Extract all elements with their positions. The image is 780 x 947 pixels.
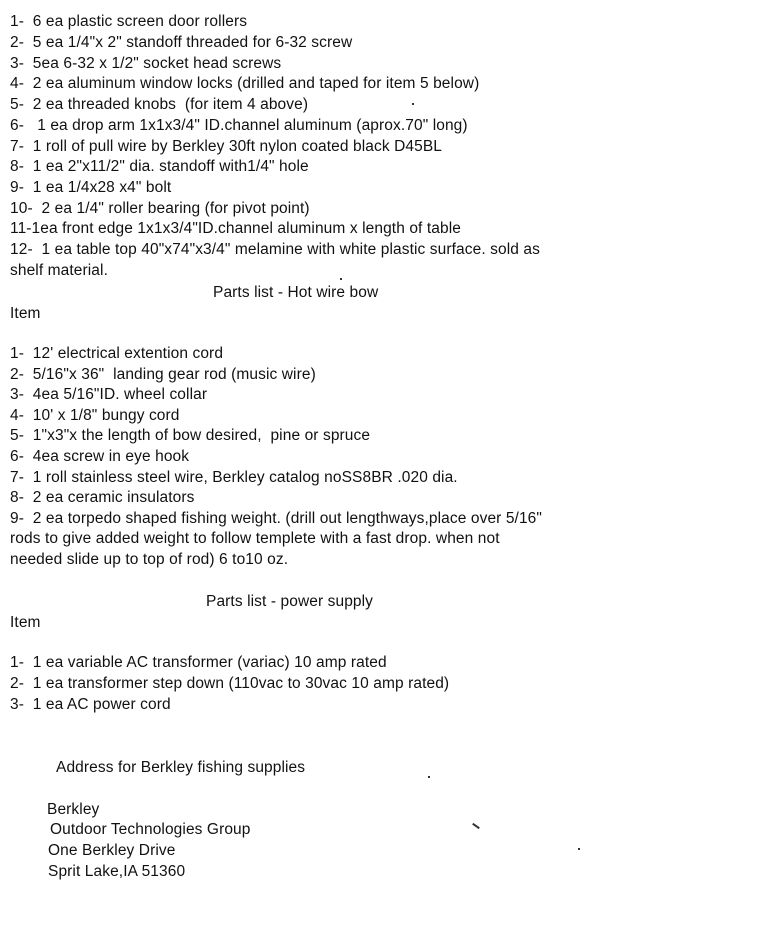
part-line-4: 4- 2 ea aluminum window locks (drilled and taped for item 5 below) bbox=[10, 75, 480, 92]
bow-line-7: 7- 1 roll stainless steel wire, Berkley catalog noSS8BR .020 dia. bbox=[10, 469, 458, 486]
bow-line-4: 4- 10' x 1/8" bungy cord bbox=[10, 407, 180, 424]
bow-line-5: 5- 1"x3"x the length of bow desired, pine or spruce bbox=[10, 427, 371, 444]
part-line-7: 7- 1 roll of pull wire by Berkley 30ft nylon coated black D45BL bbox=[10, 138, 443, 155]
bow-line-9-cont-2: needed slide up to top of rod) 6 to10 oz. bbox=[10, 551, 289, 568]
bow-line-1: 1- 12' electrical extention cord bbox=[10, 345, 224, 362]
part-line-12-cont: shelf material. bbox=[10, 262, 108, 279]
part-line-8: 8- 1 ea 2"x11/2" dia. standoff with1/4" hole bbox=[10, 158, 309, 175]
section-heading-hot-wire-bow: Parts list - Hot wire bow bbox=[213, 284, 379, 301]
bow-line-9-cont-1: rods to give added weight to follow templete with a fast drop. when not bbox=[10, 530, 500, 547]
part-line-12: 12- 1 ea table top 40"x74"x3/4" melamine with white plastic surface. sold as bbox=[10, 241, 540, 258]
power-line-2: 2- 1 ea transformer step down (110vac to 30vac 10 amp rated) bbox=[10, 675, 450, 692]
power-line-3: 3- 1 ea AC power cord bbox=[10, 696, 171, 713]
part-line-10: 10- 2 ea 1/4" roller bearing (for pivot point) bbox=[10, 200, 310, 217]
bow-line-6: 6- 4ea screw in eye hook bbox=[10, 448, 190, 465]
item-column-label: Item bbox=[10, 305, 41, 322]
address-line-1: Berkley bbox=[47, 801, 100, 818]
bow-line-8: 8- 2 ea ceramic insulators bbox=[10, 489, 195, 506]
bow-line-9: 9- 2 ea torpedo shaped fishing weight. (drill out lengthways,place over 5/16" bbox=[10, 510, 543, 527]
address-heading: Address for Berkley fishing supplies bbox=[56, 759, 306, 776]
part-line-1: 1- 6 ea plastic screen door rollers bbox=[10, 13, 248, 30]
part-line-6: 6- 1 ea drop arm 1x1x3/4" ID.channel aluminum (aprox.70" long) bbox=[10, 117, 468, 134]
part-line-5: 5- 2 ea threaded knobs (for item 4 above) bbox=[10, 96, 309, 113]
scan-speck bbox=[340, 278, 342, 280]
part-line-2: 2- 5 ea 1/4"x 2" standoff threaded for 6-32 screw bbox=[10, 34, 353, 51]
part-line-9: 9- 1 ea 1/4x28 x4" bolt bbox=[10, 179, 172, 196]
scan-speck bbox=[428, 776, 430, 778]
bow-line-2: 2- 5/16"x 36" landing gear rod (music wire) bbox=[10, 366, 316, 383]
scan-stroke-mark bbox=[472, 823, 480, 829]
address-line-3: One Berkley Drive bbox=[48, 842, 176, 859]
scan-speck bbox=[578, 848, 580, 850]
section-heading-power-supply: Parts list - power supply bbox=[206, 593, 374, 610]
power-line-1: 1- 1 ea variable AC transformer (variac) 10 amp rated bbox=[10, 654, 387, 671]
part-line-3: 3- 5ea 6-32 x 1/2" socket head screws bbox=[10, 55, 282, 72]
scan-speck bbox=[412, 103, 414, 105]
item-column-label: Item bbox=[10, 614, 41, 631]
address-line-2: Outdoor Technologies Group bbox=[50, 821, 251, 838]
address-line-4: Sprit Lake,IA 51360 bbox=[48, 863, 186, 880]
bow-line-3: 3- 4ea 5/16"ID. wheel collar bbox=[10, 386, 208, 403]
part-line-11: 11-1ea front edge 1x1x3/4"ID.channel aluminum x length of table bbox=[10, 220, 461, 237]
